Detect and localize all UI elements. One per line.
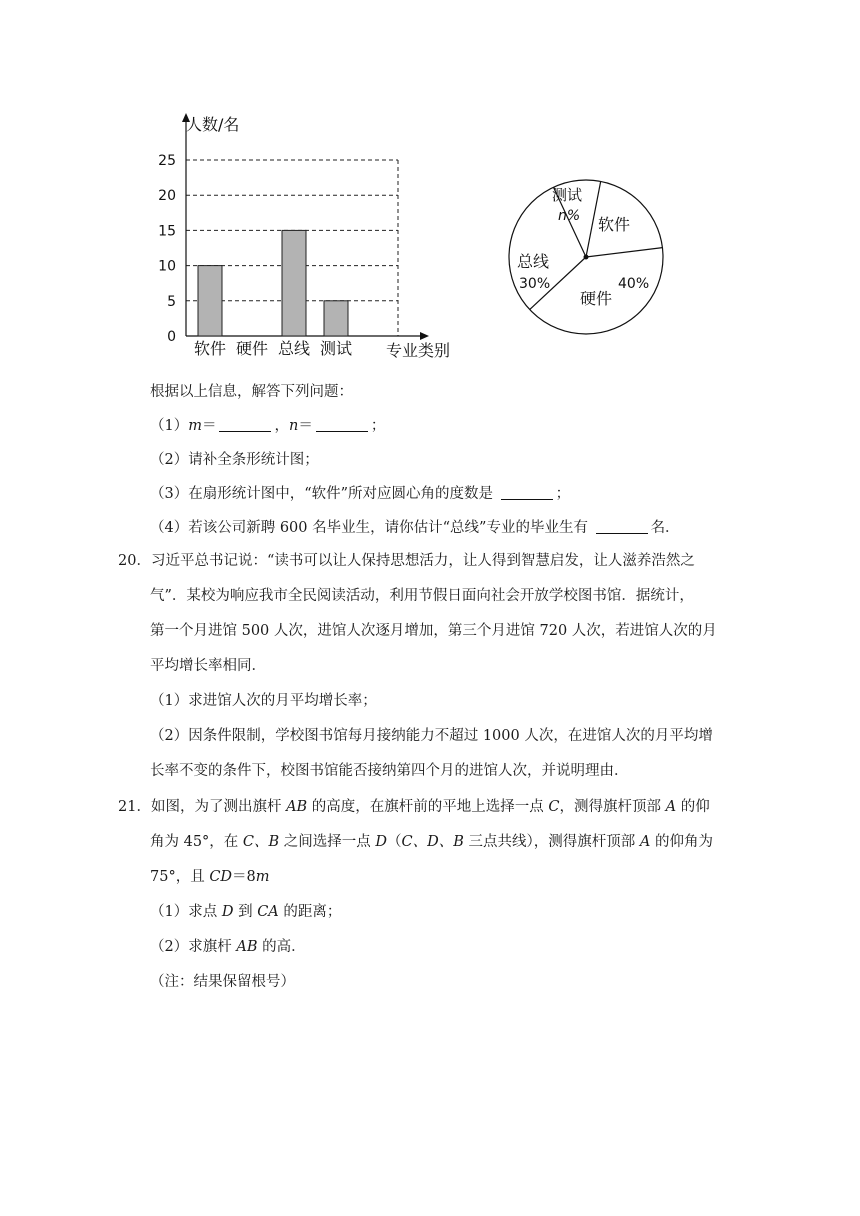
q19-part4: （4）若该公司新聘 600 名毕业生，请你估计“总线”专业的毕业生有 名． — [150, 520, 680, 536]
q21-line3: 75°，且 CD＝8m — [150, 869, 270, 885]
x-axis-arrow — [420, 332, 429, 340]
q19-part1: （1）m＝ ，n＝ ； — [150, 418, 386, 434]
answer-blank-angle[interactable] — [501, 485, 553, 500]
q19-intro: 根据以上信息，解答下列问题： — [150, 384, 353, 400]
q20-line1: 20．习近平总书记说：“读书可以让人保持思想活力，让人得到智慧启发，让人滋养浩然之 — [118, 553, 695, 569]
bar-chart-y-ticks — [158, 153, 176, 345]
pie-pct-bus: 30% — [519, 276, 551, 292]
pie-label-test: 测试 — [552, 186, 583, 204]
q21-note: （注：结果保留根号） — [150, 974, 295, 990]
pie-label-bus: 总线 — [517, 252, 550, 271]
q19-part3: （3）在扇形统计图中，“软件”所对应圆心角的度数是 ； — [150, 486, 571, 502]
y-tick-label: 5 — [167, 293, 176, 310]
y-tick-label: 0 — [167, 329, 176, 345]
bar-chart-bars — [198, 230, 348, 336]
bar-chart — [150, 108, 460, 363]
bar-2 — [282, 230, 306, 336]
pie-label-software: 软件 — [598, 215, 631, 234]
y-tick-label: 25 — [158, 153, 176, 169]
q21-part2: （2）求旗杆 AB 的高． — [150, 939, 306, 955]
answer-blank-n[interactable] — [316, 417, 368, 432]
pie-chart — [500, 170, 675, 345]
pie-label-hardware: 硬件 — [580, 289, 613, 308]
pie-pct-test: n% — [558, 208, 581, 224]
bar-chart-xlabel: 专业类别 — [386, 341, 451, 360]
y-tick-label: 10 — [158, 258, 176, 275]
q20-part2a: （2）因条件限制，学校图书馆每月接纳能力不超过 1000 人次，在进馆人次的月平均增 — [150, 728, 713, 744]
q21-part1: （1）求点 D 到 CA 的距离； — [150, 904, 342, 920]
bar-chart-ylabel: 人数/名 — [186, 115, 240, 134]
category-label: 测试 — [319, 339, 353, 358]
q20-line4: 平均增长率相同． — [150, 658, 266, 674]
y-tick-label: 15 — [158, 223, 176, 240]
category-label: 软件 — [193, 339, 227, 358]
y-tick-label: 20 — [158, 188, 176, 205]
q20-line2: 气”．某校为响应我市全民阅读活动，利用节假日面向社会开放学校图书馆．据统计， — [150, 588, 694, 604]
q20-part1: （1）求进馆人次的月平均增长率； — [150, 693, 377, 709]
q21-line1: 21．如图，为了测出旗杆 AB 的高度，在旗杆前的平地上选择一点 C，测得旗杆顶部 A 的仰 — [118, 799, 710, 815]
bar-chart-categories — [194, 339, 352, 358]
pie-center — [584, 255, 589, 260]
pie-pct-hardware: 40% — [618, 276, 650, 292]
q20-line3: 第一个月进馆 500 人次，进馆人次逐月增加，第三个月进馆 720 人次，若进馆人次的月 — [150, 623, 717, 639]
bar-0 — [198, 266, 222, 336]
category-label: 硬件 — [235, 339, 269, 358]
category-label: 总线 — [277, 339, 311, 358]
bar-3 — [324, 301, 348, 336]
q19-part2: （2）请补全条形统计图； — [150, 452, 319, 468]
answer-blank-m[interactable] — [219, 417, 271, 432]
q21-line2: 角为 45°，在 C、B 之间选择一点 D（C、D、B 三点共线），测得旗杆顶部 A 的仰角为 — [150, 834, 713, 850]
answer-blank-bus-count[interactable] — [596, 519, 648, 534]
q20-part2b: 长率不变的条件下，校图书馆能否接纳第四个月的进馆人次，并说明理由． — [150, 763, 629, 779]
